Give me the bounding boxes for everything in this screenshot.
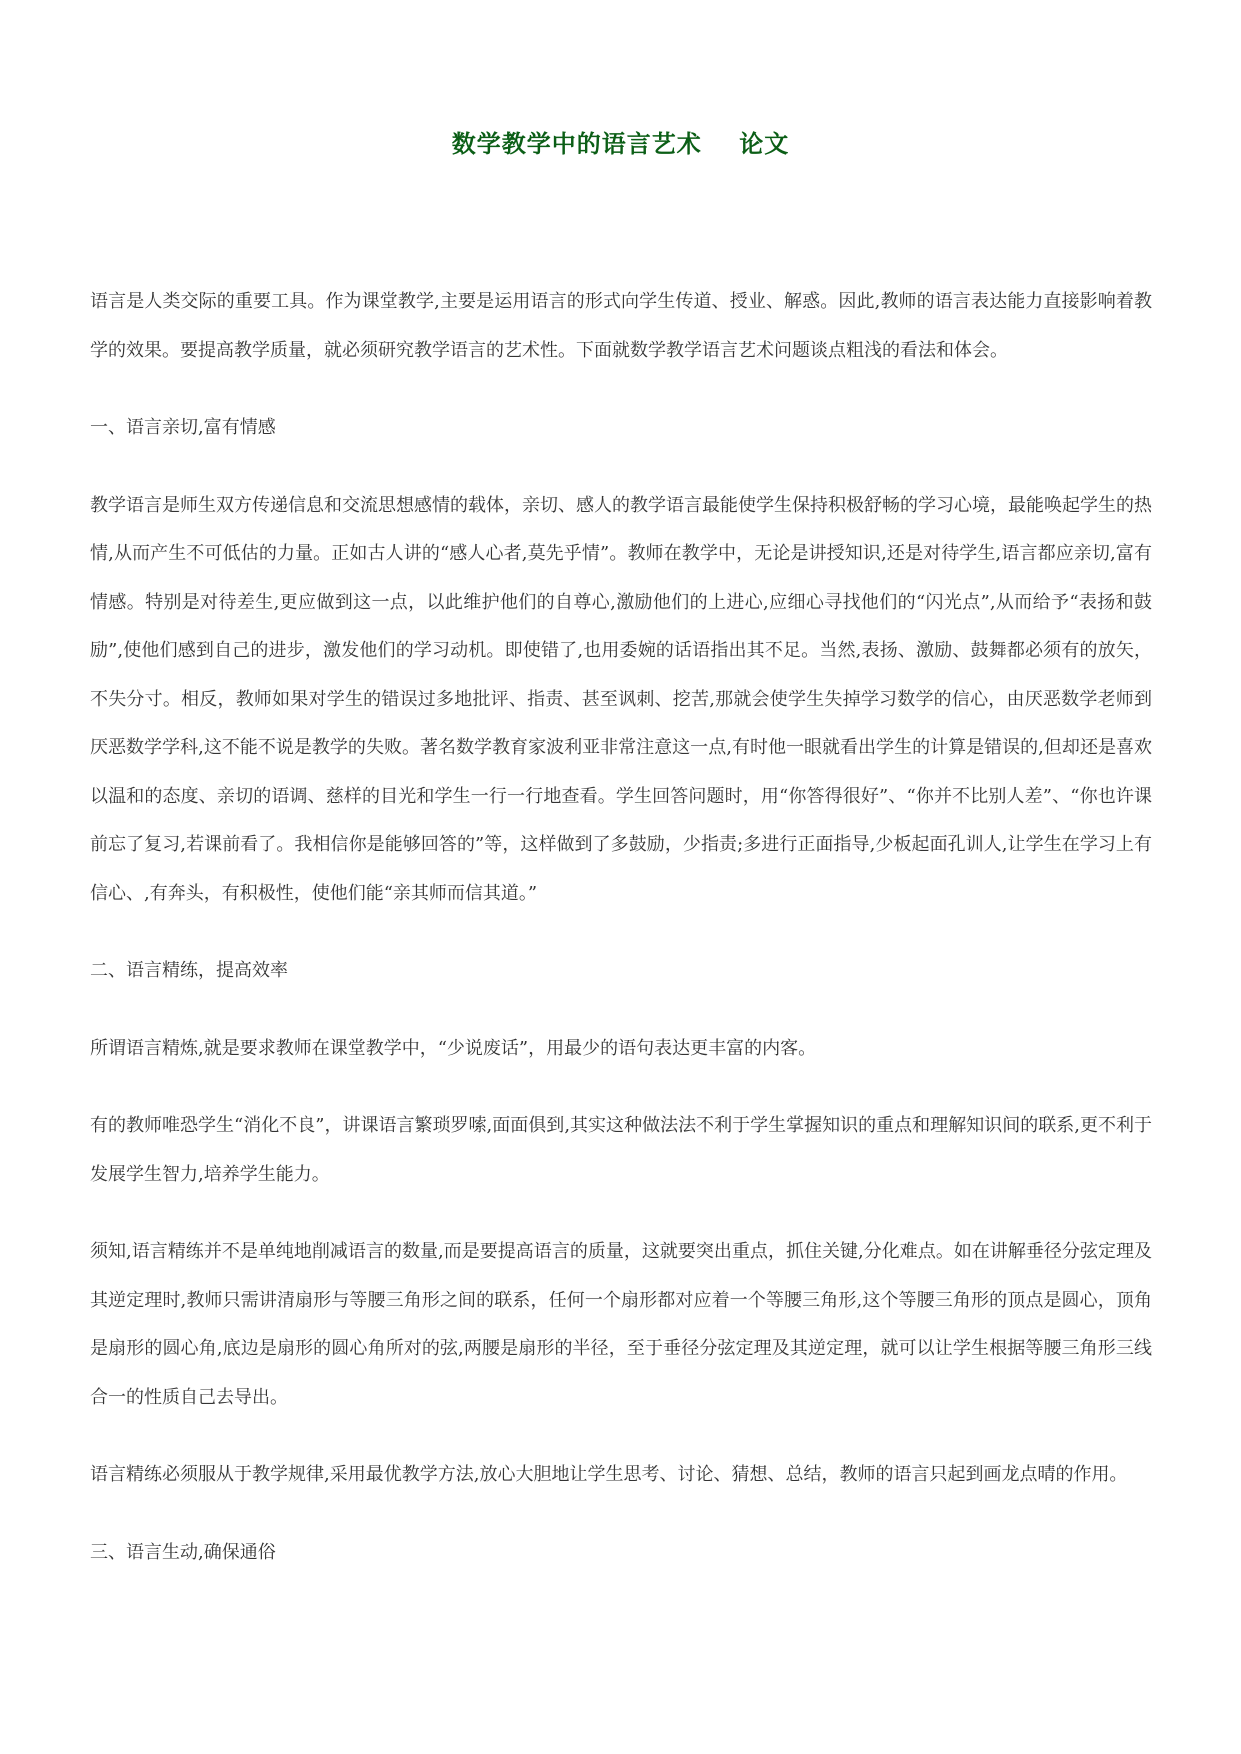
section-2-paragraph-3: 须知,语言精练并不是单纯地削减语言的数量,而是要提高语言的质量，这就要突出重点，抓住关键,分化难点。如在讲解垂径分弦定理及其逆定理时,教师只需讲清扇形与等腰三角形之间的联系，任何一个扇形都对应着一个等腰三角形,这个等腰三角形的顶点是圆心，顶角是扇形的圆心角,底边是扇形的圆心角所对的弦,两腰是扇形的半径，至于垂径分弦定理及其逆定理，就可以让学生根据等腰三角形三线合一的性质自己去导出。 [90, 1241, 1152, 1408]
section-2-paragraph-2: 有的教师唯恐学生“消化不良”，讲课语言繁琐罗嗦,面面俱到,其实这种做法法不利于学生掌握知识的重点和理解知识间的联系,更不利于发展学生智力,培养学生能力。 [90, 1115, 1152, 1185]
section-1-paragraph: 教学语言是师生双方传递信息和交流思想感情的载体，亲切、感人的教学语言最能使学生保持积极舒畅的学习心境，最能唤起学生的热情,从而产生不可低估的力量。正如古人讲的“感人心者,莫先乎情”。教师在教学中，无论是讲授知识,还是对待学生,语言都应亲切,富有情感。特别是对待差生,更应做到这一点，以此维护他们的自尊心,激励他们的上进心,应细心寻找他们的“闪光点”,从而给予“表扬和鼓励”,使他们感到自己的进步，激发他们的学习动机。即使错了,也用委婉的话语指出其不足。当然,表扬、激励、鼓舞都必须有的放矢，不失分寸。相反，教师如果对学生的错误过多地批评、指责、甚至讽刺、挖苦,那就会使学生失掉学习数学的信心，由厌恶数学老师到厌恶数学学科,这不能不说是教学的失败。著名数学教育家波利亚非常注意这一点,有时他一眼就看出学生的计算是错误的,但却还是喜欢以温和的态度、亲切的语调、慈样的目光和学生一行一行地查看。学生回答问题时，用“你答得很好”、“你并不比别人差”、“你也许课前忘了复习,若课前看了。我相信你是能够回答的”等，这样做到了多鼓励，少指责;多进行正面指导,少板起面孔训人,让学生在学习上有信心、,有奔头，有积极性，使他们能“亲其师而信其道。” [90, 494, 1152, 904]
section-2-paragraph-4: 语言精练必须服从于教学规律,采用最优教学方法,放心大胆地让学生思考、讨论、猜想、总结，教师的语言只起到画龙点晴的作用。 [90, 1464, 1128, 1485]
section-2-paragraph-1: 所谓语言精炼,就是要求教师在课堂教学中，“少说废话”，用最少的语句表达更丰富的内客。 [90, 1037, 817, 1059]
document-title: 数学教学中的语言艺术 论文 [451, 129, 790, 158]
section-heading-2: 二、语言精练，提高效率 [90, 960, 288, 981]
intro-paragraph: 语言是人类交际的重要工具。作为课堂教学,主要是运用语言的形式向学生传道、授业、解惑。因此,教师的语言表达能力直接影响着教学的效果。要提高教学质量，就必须研究教学语言的艺术性。下面就数学教学语言艺术问题谈点粗浅的看法和体会。 [90, 291, 1152, 361]
section-heading-3: 三、语言生动,确保通俗 [90, 1541, 276, 1563]
section-heading-1: 一、语言亲切,富有情感 [90, 417, 276, 438]
document-body [90, 278, 1152, 1606]
